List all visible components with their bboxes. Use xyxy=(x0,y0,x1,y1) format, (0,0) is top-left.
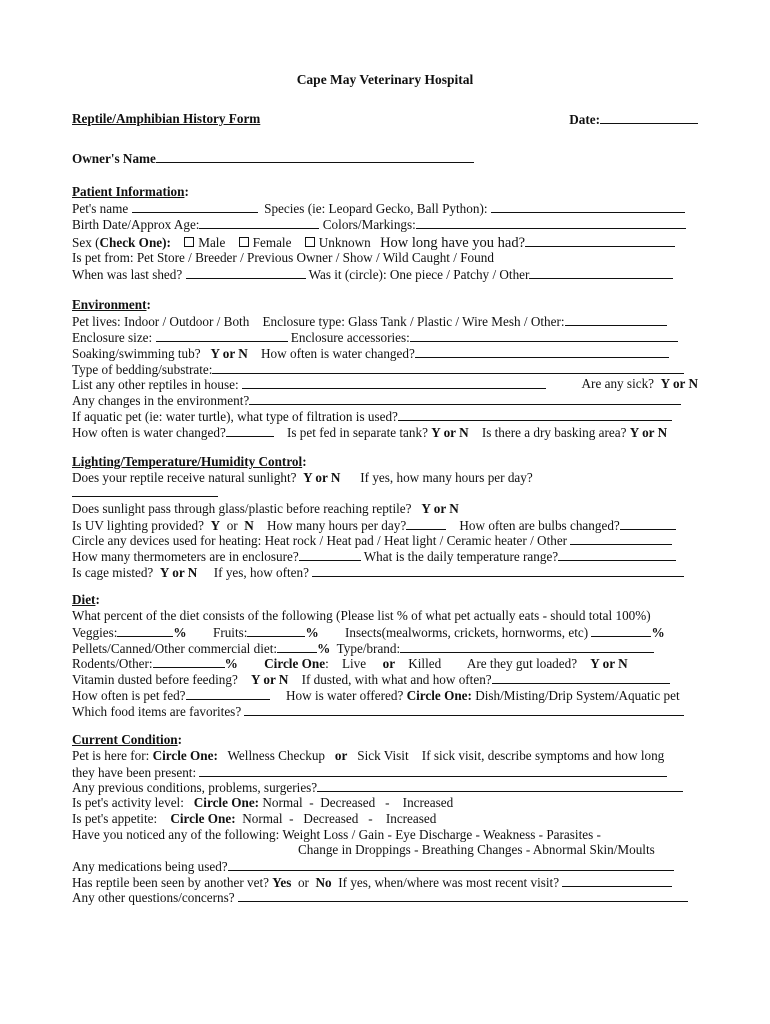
pet-lives-row[interactable]: Pet lives: Indoor / Outdoor / Both Enclosure type: Glass Tank / Plastic / Wire Mesh / Other: xyxy=(72,313,698,330)
patient-heading: Patient Information: xyxy=(72,184,189,199)
vitamin-row[interactable]: Vitamin dusted before feeding? Y or N If dusted, with what and how often? xyxy=(72,671,670,688)
questions-row[interactable]: Any other questions/concerns? xyxy=(72,889,688,906)
sunlight-row[interactable]: Does your reptile receive natural sunlight? Y or N If yes, how many hours per day? xyxy=(72,470,533,485)
female-checkbox[interactable] xyxy=(239,237,249,247)
previous-row[interactable]: Any previous conditions, problems, surgeries? xyxy=(72,779,683,796)
diet-heading: Diet: xyxy=(72,592,100,607)
another-vet-row[interactable]: Has reptile been seen by another vet? Yes or No If yes, when/where was most recent visit? xyxy=(72,874,698,891)
unknown-checkbox[interactable] xyxy=(305,237,315,247)
noticed-row: Have you noticed any of the following: Weight Loss / Gain - Eye Discharge - Weakness - Parasites - xyxy=(72,827,601,842)
last-shed-row[interactable]: When was last shed? Was it (circle): One piece / Patchy / Other xyxy=(72,266,673,283)
medications-row[interactable]: Any medications being used? xyxy=(72,858,674,875)
colors-label: Colors/Markings: xyxy=(322,217,416,232)
changes-row[interactable]: Any changes in the environment? xyxy=(72,392,681,409)
enclosure-size-row[interactable]: Enclosure size: Enclosure accessories: xyxy=(72,329,678,346)
fed-row[interactable]: How often is pet fed? How is water offered? Circle One: Dish/Misting/Drip System/Aquatic pet xyxy=(72,688,680,703)
present-row[interactable]: they have been present: xyxy=(72,764,667,781)
favorites-row[interactable]: Which food items are favorites? xyxy=(72,703,684,720)
bedding-row[interactable]: Type of bedding/substrate: xyxy=(72,361,684,378)
how-long-field[interactable] xyxy=(525,234,675,247)
appetite-row: Is pet's appetite: Circle One: Normal - Decreased - Increased xyxy=(72,811,437,826)
noticed-row-2: Change in Droppings - Breathing Changes - Abnormal Skin/Moults xyxy=(298,842,655,857)
species-label: Species (ie: Leopard Gecko, Ball Python): xyxy=(264,201,488,216)
rodents-row[interactable]: Rodents/Other: % Circle One: Live or Killed Are they gut loaded? Y or N xyxy=(72,656,628,671)
thermometers-row[interactable]: How many thermometers are in enclosure? What is the daily temperature range? xyxy=(72,548,676,565)
filtration-row[interactable]: If aquatic pet (ie: water turtle), what type of filtration is used? xyxy=(72,408,672,425)
shed-piece-label: Was it (circle): One piece / Patchy / Other xyxy=(308,267,530,282)
diet-percent-row: What percent of the diet consists of the following (Please list % of what pet actually eats - should total 100%) xyxy=(72,608,651,623)
male-checkbox[interactable] xyxy=(184,237,194,247)
date-label: Date: xyxy=(569,112,600,127)
sex-row: Sex (Check One): Male Female Unknown How long have you had? xyxy=(72,234,698,251)
environment-heading: Environment: xyxy=(72,297,151,312)
lighting-heading: Lighting/Temperature/Humidity Control: xyxy=(72,454,307,469)
other-reptiles-row[interactable]: List any other reptiles in house: Are any sick? Y or N xyxy=(72,376,698,392)
soaking-row[interactable]: Soaking/swimming tub? Y or N How often is water changed? xyxy=(72,345,669,362)
hospital-name: Cape May Veterinary Hospital xyxy=(296,72,474,87)
activity-row: Is pet's activity level: Circle One: Normal - Decreased - Increased xyxy=(72,795,454,810)
owner-name-field[interactable] xyxy=(72,150,474,167)
form-title: Reptile/Amphibian History Form xyxy=(72,111,261,126)
glass-row[interactable]: Does sunlight pass through glass/plastic before reaching reptile? Y or N xyxy=(72,501,459,516)
uv-row[interactable]: Is UV lighting provided? Y or N How many hours per day? How often are bulbs changed? xyxy=(72,517,698,534)
water-changed-row[interactable]: How often is water changed? Is pet fed in separate tank? Y or N Is there a dry basking area? Y or N xyxy=(72,425,668,440)
misted-row[interactable]: Is cage misted? Y or N If yes, how often? xyxy=(72,564,684,581)
pellets-row[interactable]: Pellets/Canned/Other commercial diet: % Type/brand: xyxy=(72,640,654,657)
heating-row[interactable]: Circle any devices used for heating: Heat rock / Heat pad / Heat light / Ceramic heater / Other xyxy=(72,532,672,549)
date-field[interactable] xyxy=(569,111,698,128)
pet-from-row: Is pet from: Pet Store / Breeder / Previous Owner / Show / Wild Caught / Found xyxy=(72,250,494,265)
veggies-row[interactable]: Veggies: % Fruits: % Insects(mealworms, crickets, hornworms, etc) % xyxy=(72,625,665,640)
sunlight-hours-field[interactable] xyxy=(72,484,218,501)
birth-date-row[interactable]: Birth Date/Approx Age: Colors/Markings: xyxy=(72,216,698,233)
here-for-row[interactable]: Pet is here for: Circle One: Wellness Checkup or Sick Visit If sick visit, describe symptoms and how long xyxy=(72,748,665,763)
pets-name-row[interactable]: Pet's name Species (ie: Leopard Gecko, Ball Python): xyxy=(72,200,698,217)
form-title-row xyxy=(72,111,698,127)
condition-heading: Current Condition: xyxy=(72,732,183,747)
owner-name-label: Owner's Name xyxy=(72,151,156,166)
